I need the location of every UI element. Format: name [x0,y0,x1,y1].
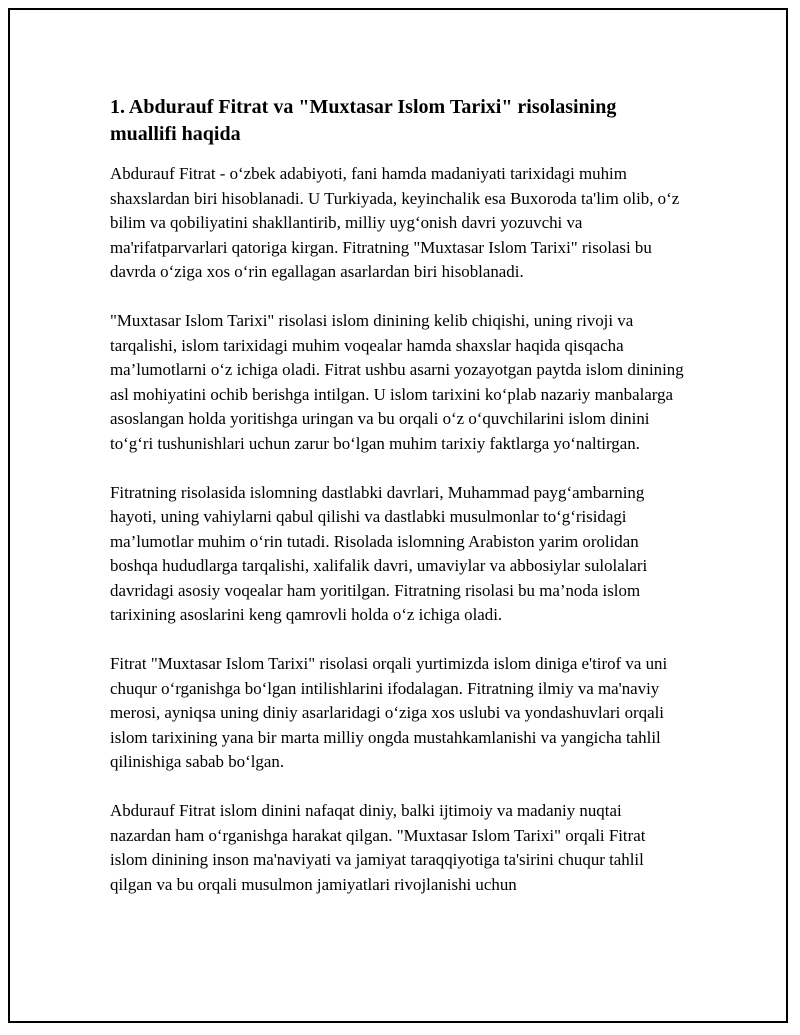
paragraph-1: Abdurauf Fitrat - o‘zbek adabiyoti, fani hamda madaniyati tarixidagi muhim shaxslardan biri hisoblanadi. U Turkiyada, keyinchalik esa Buxoroda ta'lim olib, o‘z bilim va qobiliyatini shakllantirib, milliy uyg‘onish davri yozuvchi va ma'rifatparvarlari qatoriga kirgan. Fitratning "Muxtasar Islom Tarixi" risolasi bu davrda o‘ziga xos o‘rin egallagan asarlardan biri hisoblanadi. [110,164,680,281]
document-body [110,94,685,922]
paragraph-3: Fitratning risolasida islomning dastlabki davrlari, Muhammad payg‘ambarning hayoti, uning vahiylarni qabul qilishi va dastlabki musulmonlar to‘g‘risidagi ma’lumotlar muhim o‘rin tutadi. Risolada islomning Arabiston yarim orolidan boshqa hududlarga tarqalishi, xalifalik davri, umaviylar va abbosiylar sulolalari davridagi asosiy voqealar ham yoritilgan. Fitratning risolasi bu ma’noda islom tarixining asoslarini keng qamrovli holda o‘z ichiga oladi. [110,482,648,624]
section-heading: 1. Abdurauf Fitrat va "Muxtasar Islom Tarixi" risolasining muallifi haqida [110,96,617,145]
paragraph-5: Abdurauf Fitrat islom dinini nafaqat diniy, balki ijtimoiy va madaniy nuqtai nazardan ham o‘rganishga harakat qilgan. "Muxtasar Islom Tarixi" orqali Fitrat islom dinining inson ma'naviyati va jamiyat taraqqiyotiga ta'sirini chuqur tahlil qilgan va bu orqali musulmon jamiyatlari rivojlanishi uchun [110,801,646,894]
paragraph-2: "Muxtasar Islom Tarixi" risolasi islom dinining kelib chiqishi, uning rivoji va tarqalishi, islom tarixidagi muhim voqealar hamda shaxslar haqida qisqacha ma’lumotlarni o‘z ichiga oladi. Fitrat ushbu asarni yozayotgan paytda islom dinining asl mohiyatini ochib berishga intilgan. U islom tarixini ko‘plab nazariy manbalarga asoslangan holda yoritishga uringan va bu orqali o‘z o‘quvchilarini islom dinini to‘g‘ri tushunishlari uchun zarur bo‘lgan muhim tarixiy faktlarga yo‘naltirgan. [110,311,684,453]
paragraph-4: Fitrat "Muxtasar Islom Tarixi" risolasi orqali yurtimizda islom diniga e'tirof va uni chuqur o‘rganishga bo‘lgan intilishlarini ifodalagan. Fitratning ilmiy va ma'naviy merosi, ayniqsa uning diniy asarlaridagi o‘ziga xos uslubi va yondashuvlari orqali islom tarixining yana bir marta milliy ongda mustahkamlanishi va yangicha tahlil qilinishiga sabab bo‘lgan. [110,654,668,771]
